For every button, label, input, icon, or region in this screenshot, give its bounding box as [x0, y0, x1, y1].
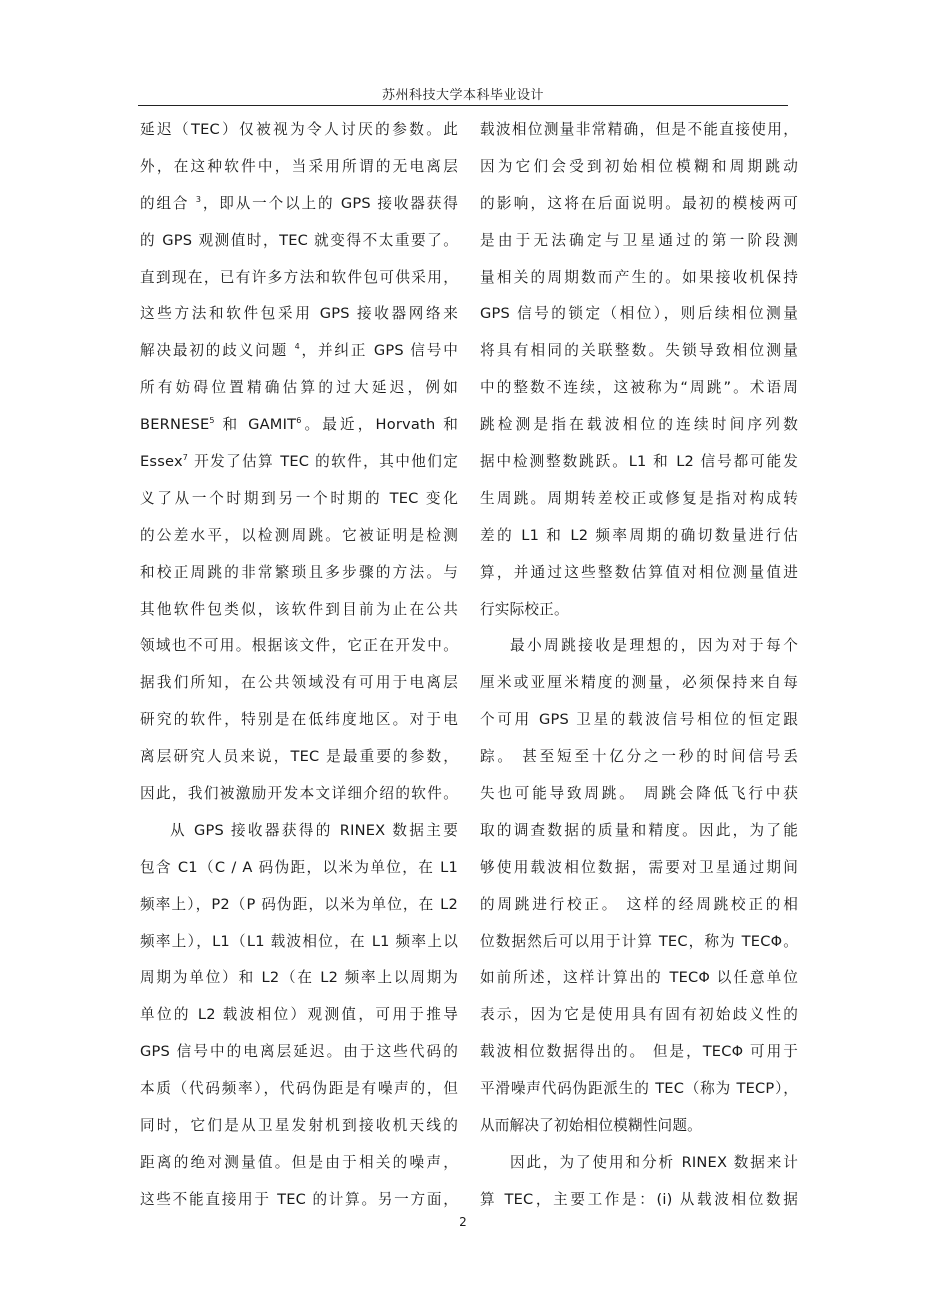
text-line: GPS 信号的锁定（相位），则后续相位测量 [480, 305, 798, 323]
text-line: 离层研究人员来说，TEC 是最重要的参数， [140, 748, 458, 766]
header-rule [138, 105, 788, 106]
text-line: GPS 信号中的电离层延迟。由于这些代码的 [140, 1043, 458, 1061]
citation-mark: 4 [294, 342, 300, 352]
text-line: 和校正周跳的非常繁琐且多步骤的方法。与 [140, 563, 458, 581]
text-line: 的公差水平，以检测周跳。它被证明是检测 [140, 526, 458, 544]
text-line: 够使用载波相位数据，需要对卫星通过期间 [480, 858, 798, 876]
text-line: 所有妨碍位置精确估算的过大延迟，例如 [140, 379, 458, 397]
text-line: 取的调查数据的质量和精度。因此，为了能 [480, 821, 798, 839]
left-column [140, 112, 458, 1219]
text-line: 的 GPS 观测值时，TEC 就变得不太重要了。 [140, 231, 458, 249]
text-line: 表示，因为它是使用具有固有初始歧义性的 [480, 1006, 798, 1024]
text-line: 如前所述，这样计算出的 TECΦ 以任意单位 [480, 969, 798, 987]
text-line: 厘米或亚厘米精度的测量，必须保持来自每 [480, 674, 798, 692]
text-line: 频率上），P2（P 码伪距，以米为单位，在 L2 [140, 895, 458, 913]
text-line: 单位的 L2 载波相位）观测值，可用于推导 [140, 1006, 458, 1024]
paragraph-first-line: 最小周跳接收是理想的，因为对于每个 [510, 637, 798, 655]
paragraph-last-line: 从而解决了初始相位模糊性问题。 [480, 1117, 702, 1135]
text-line: 研究的软件，特别是在低纬度地区。对于电 [140, 711, 458, 729]
citation-mark: 7 [182, 453, 189, 463]
paragraph-last-line: 行实际校正。 [480, 600, 569, 618]
text-line: 的影响，这将在后面说明。最初的模棱两可 [480, 194, 798, 212]
citation-mark: 6 [296, 416, 302, 426]
right-column [480, 112, 798, 1219]
text-line: 频率上），L1（L1 载波相位，在 L1 频率上以 [140, 932, 458, 950]
paragraph-first-line: 从 GPS 接收器获得的 RINEX 数据主要 [170, 821, 458, 839]
text-line: 周期为单位）和 L2（在 L2 频率上以周期为 [140, 969, 458, 987]
text-line: 外，在这种软件中，当采用所谓的无电离层 [140, 157, 458, 175]
text-line: 的组合 $^3$，即从一个以上的 GPS 接收器获得 [140, 194, 458, 212]
text-line: 解决最初的歧义问题 $^4$，并纠正 GPS 信号中 [140, 342, 458, 360]
text-line: 踪。 甚至短至十亿分之一秒的时间信号丢 [480, 748, 798, 766]
text-line: 平滑噪声代码伪距派生的 TEC（称为 TECP）， [480, 1080, 798, 1098]
text-line: 载波相位数据得出的。 但是，TECΦ 可用于 [480, 1043, 798, 1061]
text-line: 领域也不可用。根据该文件，它正在开发中。 [140, 637, 458, 655]
paragraph-first-line: 因此，为了使用和分析 RINEX 数据来计 [510, 1153, 798, 1171]
text-line: 生周跳。周期转差校正或修复是指对构成转 [480, 489, 798, 507]
text-line: BERNESE$^5$ 和 GAMIT$^6$。最近，Horvath 和 [140, 416, 458, 434]
text-line: 直到现在，已有许多方法和软件包可供采用， [140, 268, 458, 286]
text-line: 因此，我们被激励开发本文详细介绍的软件。 [140, 785, 458, 803]
text-line: 载波相位测量非常精确，但是不能直接使用， [480, 121, 798, 138]
text-line: 因为它们会受到初始相位模糊和周期跳动 [480, 157, 798, 175]
text-line: 其他软件包类似，该软件到目前为止在公共 [140, 600, 458, 618]
text-line: 据我们所知，在公共领域没有可用于电离层 [140, 674, 458, 692]
text-line: 跳检测是指在载波相位的连续时间序列数 [480, 416, 798, 434]
text-line: Essex$^7$ 开发了估算 TEC 的软件，其中他们定 [140, 453, 458, 471]
text-line: 据中检测整数跳跃。L1 和 L2 信号都可能发 [480, 453, 798, 471]
page-number: 2 [459, 1215, 467, 1229]
text-line: 这些不能直接用于 TEC 的计算。另一方面， [140, 1190, 458, 1208]
text-line: 的周跳进行校正。 这样的经周跳校正的相 [480, 895, 798, 913]
text-line: 失也可能导致周跳。 周跳会降低飞行中获 [480, 785, 798, 803]
running-header: 苏州科技大学本科毕业设计 [381, 88, 544, 103]
text-line: 距离的绝对测量值。但是由于相关的噪声， [140, 1153, 458, 1171]
citation-mark: 5 [209, 416, 215, 426]
text-line: 是由于无法确定与卫星通过的第一阶段测 [480, 231, 798, 249]
citation-mark: 3 [195, 194, 202, 204]
text-line: 本质（代码频率），代码伪距是有噪声的，但 [140, 1080, 458, 1098]
text-line: 算 TEC，主要工作是：(i) 从载波相位数据 [480, 1190, 798, 1208]
text-line: 位数据然后可以用于计算 TEC，称为 TECΦ。 [480, 932, 798, 950]
text-line: 中的整数不连续，这被称为“周跳”。术语周 [480, 379, 798, 397]
text-line: 将具有相同的关联整数。失锁导致相位测量 [480, 342, 798, 360]
text-line: 包含 C1（C / A 码伪距，以米为单位，在 L1 [140, 858, 458, 876]
text-line: 延迟（TEC）仅被视为令人讨厌的参数。此 [140, 121, 458, 138]
text-line: 个可用 GPS 卫星的载波信号相位的恒定跟 [480, 711, 798, 729]
text-line: 义了从一个时期到另一个时期的 TEC 变化 [140, 489, 458, 507]
text-line: 同时，它们是从卫星发射机到接收机天线的 [140, 1117, 458, 1135]
text-line: 算，并通过这些整数估算值对相位测量值进 [480, 563, 798, 581]
text-line: 差的 L1 和 L2 频率周期的确切数量进行估 [480, 526, 798, 544]
text-line: 量相关的周期数而产生的。如果接收机保持 [480, 268, 798, 286]
text-line: 这些方法和软件包采用 GPS 接收器网络来 [140, 305, 458, 323]
